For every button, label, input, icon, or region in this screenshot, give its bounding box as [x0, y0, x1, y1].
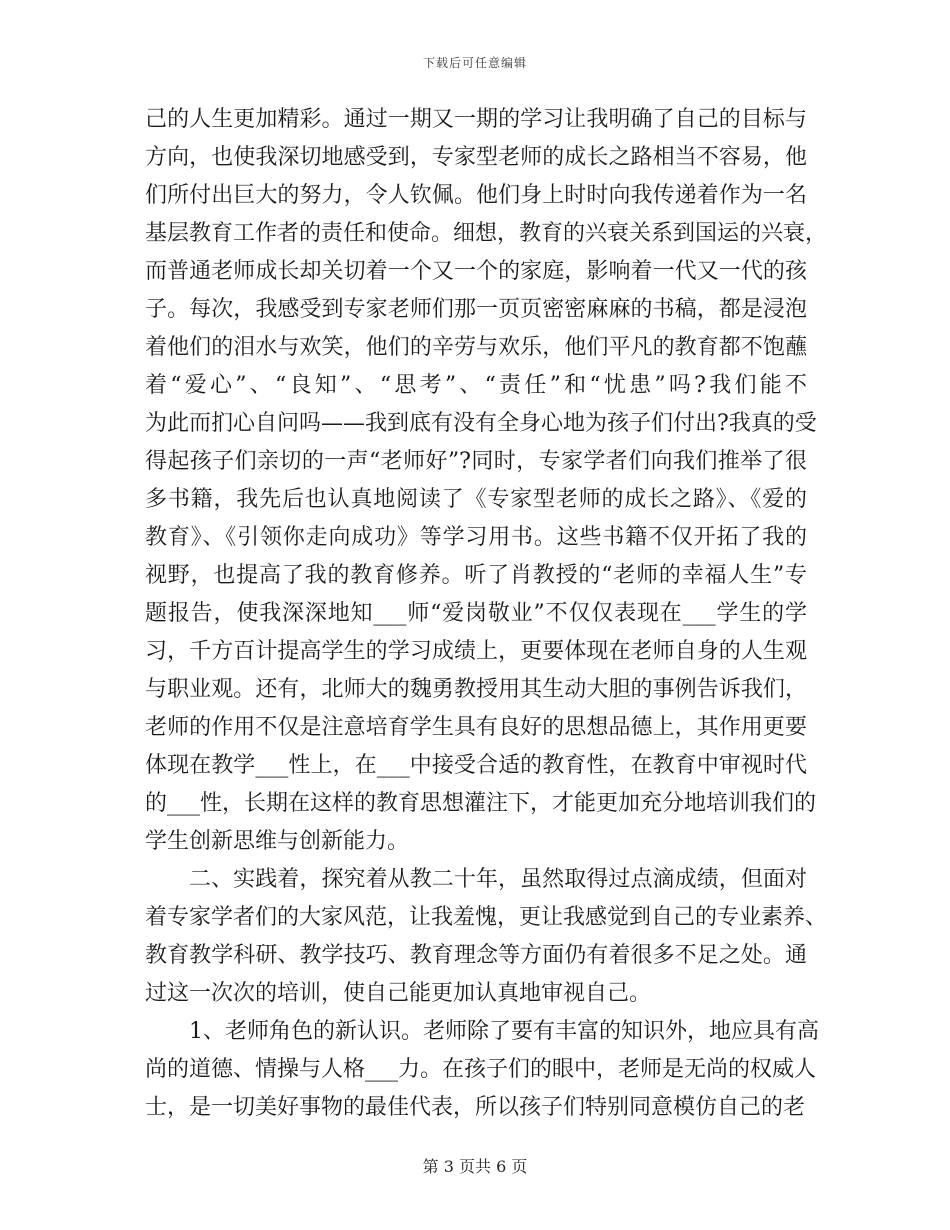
text-line: 的___性，长期在这样的教育思想灌注下，才能更加充分地培训我们的 [145, 791, 817, 816]
text-line: 得起孩子们亲切的一声“老师好”?同时，专家学者们向我们推举了很 [145, 449, 807, 474]
text-line: 为此而扪心自问吗——我到底有没有全身心地为孩子们付出?我真的受 [145, 411, 817, 436]
text-line: 着专家学者们的大家风范，让我羞愧，更让我感觉到自己的专业素养、 [145, 905, 828, 930]
paragraph [145, 861, 828, 1013]
text-line: 过这一次次的培训，使自己能更加认真地审视自己。 [145, 981, 652, 1006]
text-line: 们所付出巨大的努力，令人钦佩。他们身上时时向我传递着作为一名 [145, 183, 807, 208]
paragraph [145, 101, 828, 861]
text-line: 二、实践着，探究着从教二十年，虽然取得过点滴成绩，但面对 [189, 867, 807, 892]
text-line: 基层教育工作者的责任和使命。细想，教育的兴衰关系到国运的兴衰， [145, 221, 828, 246]
text-line: 教育教学科研、教学技巧、教育理念等方面仍有着很多不足之处。通 [145, 943, 807, 968]
text-line: 着他们的泪水与欢笑，他们的辛劳与欢乐，他们平凡的教育都不饱蘸 [145, 335, 807, 360]
text-line: 己的人生更加精彩。通过一期又一期的学习让我明确了自己的目标与 [145, 107, 807, 132]
text-line: 多书籍，我先后也认真地阅读了《专家型老师的成长之路》、《爱的 [145, 487, 807, 512]
text-line: 尚的道德、情操与人格___力。在孩子们的眼中，老师是无尚的权威人 [145, 1057, 817, 1082]
page-number: 第 3 页共 6 页 [422, 1157, 528, 1176]
text-line: 方向，也使我深切地感受到，专家型老师的成长之路相当不容易，他 [145, 145, 807, 170]
text-line: 教育》、《引领你走向成功》等学习用书。这些书籍不仅开拓了我的 [145, 525, 807, 550]
text-line: 题报告，使我深深地知___师“爱岗敬业”不仅仅表现在___学生的学 [145, 601, 807, 626]
text-line: 与职业观。还有，北师大的魏勇教授用其生动大胆的事例告诉我们， [145, 677, 807, 702]
text-line: 着“爱心”、“良知”、“思考”、“责任”和“忧患”吗?我们能不 [145, 373, 807, 398]
page-header: 下载后可任意编辑 [422, 56, 527, 70]
document-body [145, 101, 828, 1127]
text-line: 1、老师角色的新认识。老师除了要有丰富的知识外，地应具有高 [189, 1019, 819, 1044]
text-line: 体现在教学___性上，在___中接受合适的教育性，在教育中审视时代 [145, 753, 807, 778]
text-line: 习，千方百计提高学生的学习成绩上，更要体现在老师自身的人生观 [145, 639, 807, 664]
text-line: 士，是一切美好事物的最佳代表，所以孩子们特别同意模仿自己的老 [145, 1095, 806, 1120]
paragraph [145, 1013, 819, 1127]
text-line: 学生创新思维与创新能力。 [145, 829, 410, 854]
text-line: 子。每次，我感受到专家老师们那一页页密密麻麻的书稿，都是浸泡 [145, 297, 807, 322]
text-line: 视野，也提高了我的教育修养。听了肖教授的“老师的幸福人生”专 [145, 563, 807, 588]
text-line: 老师的作用不仅是注意培育学生具有良好的思想品德上，其作用更要 [145, 715, 807, 740]
text-line: 而普通老师成长却关切着一个又一个的家庭，影响着一代又一代的孩 [145, 259, 807, 284]
